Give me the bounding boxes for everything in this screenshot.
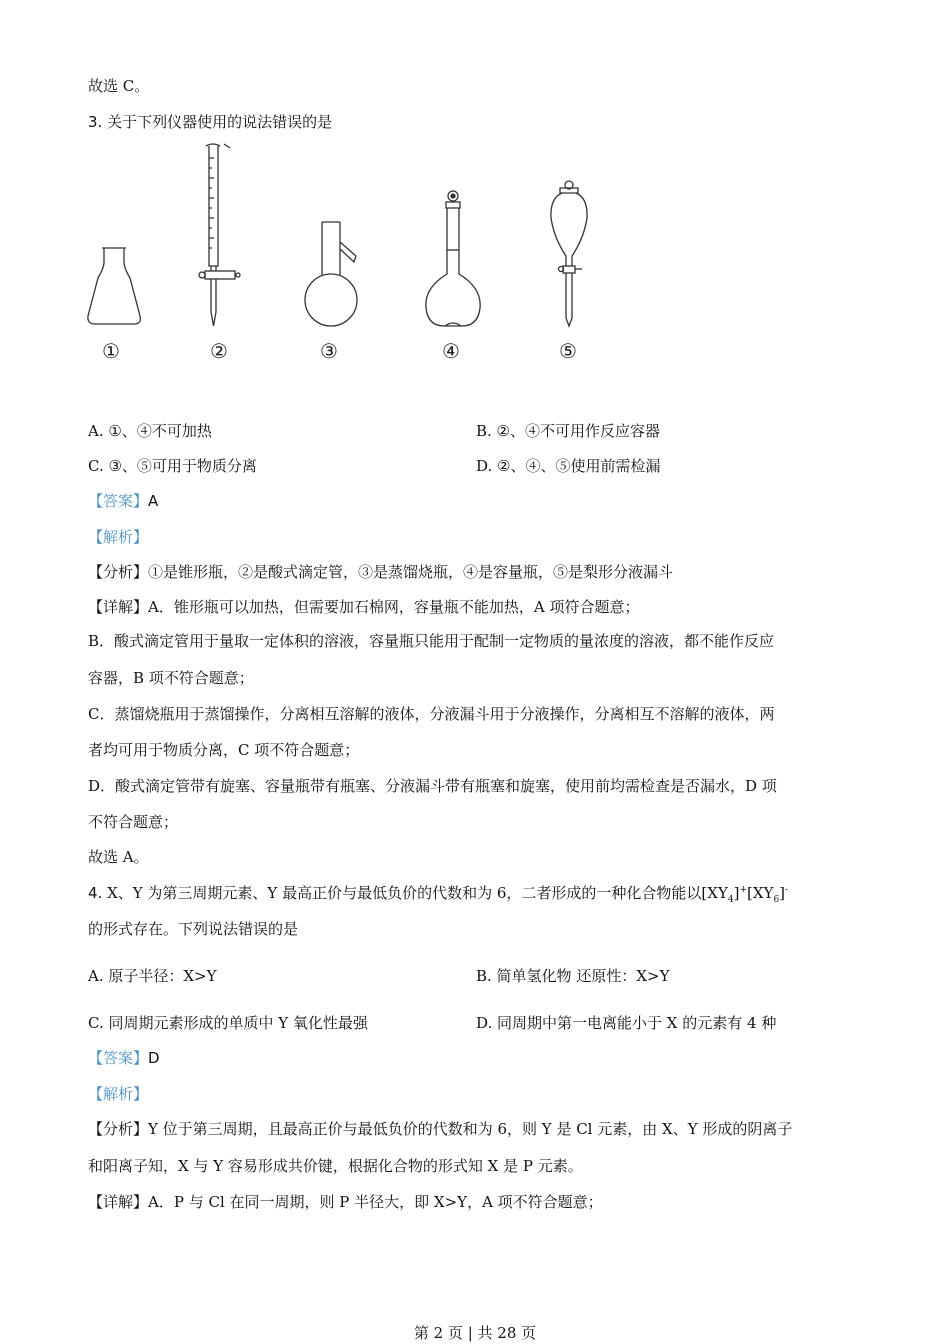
- bracket-close-2: ]: [779, 884, 786, 902]
- question-3-stem: [88, 112, 332, 132]
- question-3-detail-d2: 不符合题意；: [88, 813, 179, 831]
- prev-answer-line: 故选 C。: [88, 77, 150, 95]
- question-4-option-a: A. 原子半径：X>Y: [88, 967, 217, 985]
- answer-value: A: [148, 492, 159, 510]
- question-3-detail-c1: C．蒸馏烧瓶用于蒸馏操作，分离相互溶解的液体，分液漏斗用于分液操作，分离相互不溶解的液体，两: [88, 705, 775, 723]
- page-footer: 第 2 页 | 共 28 页: [413, 1324, 537, 1342]
- question-4-stem-line1: [88, 883, 788, 903]
- burette-icon: [199, 144, 240, 326]
- answer-tag: 【答案】: [88, 492, 149, 510]
- figure-label-3: ③: [320, 339, 338, 363]
- question-3-detail-a: [88, 597, 639, 617]
- question-3-analysis: [88, 562, 673, 582]
- figure-label-4: ④: [442, 339, 460, 363]
- question-3-option-a: A. ①、④不可加热: [88, 422, 212, 440]
- question-3-conclusion: 故选 A。: [88, 848, 149, 866]
- superscript-plus: +: [739, 885, 747, 895]
- analysis-text: ①是锥形瓶，②是酸式滴定管，③是蒸馏烧瓶，④是容量瓶，⑤是梨形分液漏斗: [148, 563, 674, 581]
- question-3-option-d: D. ②、④、⑤使用前需检漏: [476, 457, 661, 475]
- separatory-funnel-icon: [551, 181, 587, 326]
- question-4-text: X、Y 为第三周期元素、Y 最高正价与最低负价的代数和为 6，二者形成的一种化合物能以[XY: [102, 884, 728, 902]
- detail-label: 【详解】: [88, 598, 149, 616]
- answer-value-2: D: [148, 1049, 160, 1067]
- subscript-6: 6: [773, 895, 780, 905]
- analysis-tag-2: 【解析】: [88, 1085, 149, 1103]
- analysis-label-2: 【分析】: [88, 1120, 149, 1138]
- figure-label-5: ⑤: [559, 339, 577, 363]
- question-3-text: 关于下列仪器使用的说法错误的是: [102, 113, 333, 131]
- apparatus-figure: [80, 138, 620, 368]
- detail-label-2: 【详解】: [88, 1193, 149, 1211]
- figure-label-2: ②: [210, 339, 228, 363]
- volumetric-flask-icon: [426, 191, 480, 326]
- detail-text-2: A．P 与 Cl 在同一周期，则 P 半径大，即 X>Y，A 项不符合题意；: [148, 1193, 603, 1211]
- question-4-detail-a: [88, 1192, 603, 1212]
- analysis-tag: 【解析】: [88, 528, 149, 546]
- question-3-option-c: C. ③、⑤可用于物质分离: [88, 457, 257, 475]
- analysis-label: 【分析】: [88, 563, 149, 581]
- question-4-analysis-1: [88, 1119, 792, 1139]
- answer-tag-2: 【答案】: [88, 1049, 149, 1067]
- question-3-detail-b1: B．酸式滴定管用于量取一定体积的溶液，容量瓶只能用于配制一定物质的量浓度的溶液，都不能作反应: [88, 632, 775, 650]
- bracket-close: ]: [733, 884, 740, 902]
- analysis-text-2: Y 位于第三周期，且最高正价与最低负价的代数和为 6，则 Y 是 Cl 元素，由 X、Y 形成的阴离子: [148, 1120, 793, 1138]
- superscript-minus: -: [785, 885, 789, 895]
- question-4-option-d: D. 同周期中第一电离能小于 X 的元素有 4 种: [476, 1014, 777, 1032]
- question-3-option-b: B. ②、④不可用作反应容器: [476, 422, 661, 440]
- question-4-option-b: B. 简单氢化物 还原性：X>Y: [476, 967, 670, 985]
- question-3-detail-d1: D．酸式滴定管带有旋塞、容量瓶带有瓶塞、分液漏斗带有瓶塞和旋塞，使用前均需检查是否漏水，D 项: [88, 777, 777, 795]
- question-3-answer: [88, 491, 158, 511]
- detail-text: A．锥形瓶可以加热，但需要加石棉网，容量瓶不能加热，A 项符合题意；: [148, 598, 640, 616]
- distillation-flask-icon: [305, 222, 357, 326]
- question-3-number: 3.: [88, 113, 103, 131]
- conical-flask-icon: [88, 248, 141, 324]
- question-4-number: 4.: [88, 884, 103, 902]
- question-4-analysis-2: 和阳离子知，X 与 Y 容易形成共价键，根据化合物的形式知 X 是 P 元素。: [88, 1157, 583, 1175]
- figure-label-1: ①: [102, 339, 120, 363]
- question-4-answer: [88, 1048, 160, 1068]
- question-3-detail-b2: 容器，B 项不符合题意；: [88, 669, 254, 687]
- question-4-stem-line2: 的形式存在。下列说法错误的是: [88, 920, 299, 938]
- subscript-4: 4: [727, 895, 734, 905]
- question-3-detail-c2: 者均可用于物质分离，C 项不符合题意；: [88, 741, 360, 759]
- formula-part: [XY: [747, 884, 774, 902]
- question-4-option-c: C. 同周期元素形成的单质中 Y 氧化性最强: [88, 1014, 368, 1032]
